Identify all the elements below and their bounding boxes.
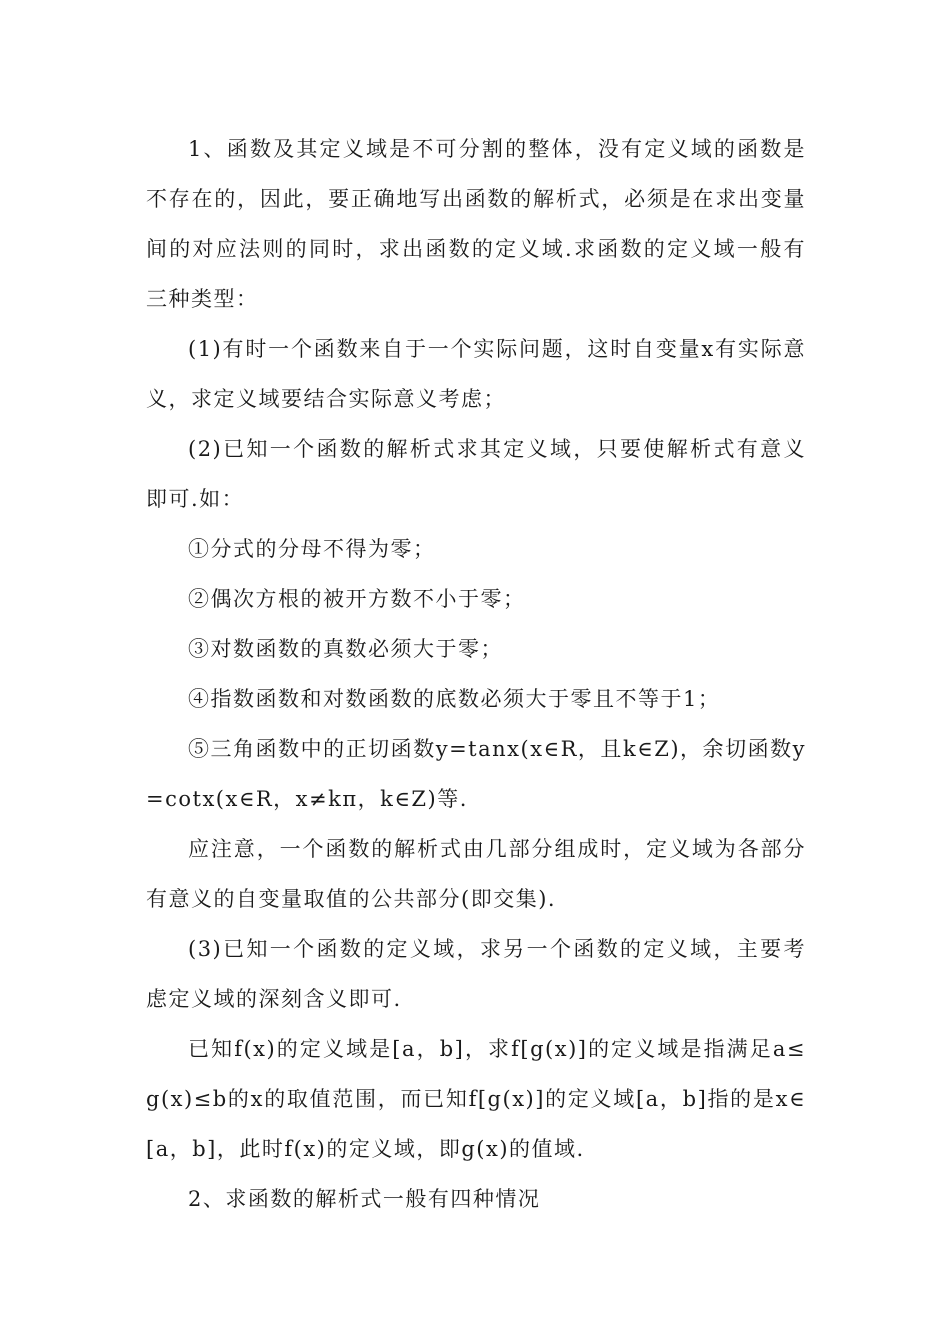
list-item-rule-4: ④指数函数和对数函数的底数必须大于零且不等于1； bbox=[188, 687, 721, 711]
paragraph-case-1: (1)有时一个函数来自于一个实际问题，这时自变量x有实际意义，求定义域要结合实际意义考虑； bbox=[146, 337, 806, 411]
paragraph-composite-domain: 已知f(x)的定义域是[a，b]，求f[g(x)]的定义域是指满足a≤g(x)≤b的x的取值范围，而已知f[g(x)]的定义域[a，b]指的是x∈[a，b]，此时f(x)的定义域，即g(x)的值域. bbox=[146, 1037, 806, 1161]
paragraph-section-2-heading: 2、求函数的解析式一般有四种情况 bbox=[188, 1187, 541, 1211]
paragraph-case-3: (3)已知一个函数的定义域，求另一个函数的定义域，主要考虑定义域的深刻含义即可. bbox=[146, 937, 806, 1011]
paragraph-note: 应注意，一个函数的解析式由几部分组成时，定义域为各部分有意义的自变量取值的公共部分(即交集). bbox=[146, 837, 806, 911]
list-item-rule-5: ⑤三角函数中的正切函数y=tanx(x∈R，且k∈Z)，余切函数y=cotx(x∈R，x≠kπ，k∈Z)等. bbox=[146, 737, 806, 811]
paragraph-case-2: (2)已知一个函数的解析式求其定义域，只要使解析式有意义即可.如： bbox=[146, 437, 806, 511]
list-item-rule-2: ②偶次方根的被开方数不小于零； bbox=[188, 587, 526, 611]
list-item-rule-1: ①分式的分母不得为零； bbox=[188, 537, 436, 561]
list-item-rule-3: ③对数函数的真数必须大于零； bbox=[188, 637, 503, 661]
document-body bbox=[146, 124, 806, 1224]
paragraph-domain-intro: 1、函数及其定义域是不可分割的整体，没有定义域的函数是不存在的，因此，要正确地写出函数的解析式，必须是在求出变量间的对应法则的同时，求出函数的定义域.求函数的定义域一般有三种类型： bbox=[146, 137, 806, 311]
